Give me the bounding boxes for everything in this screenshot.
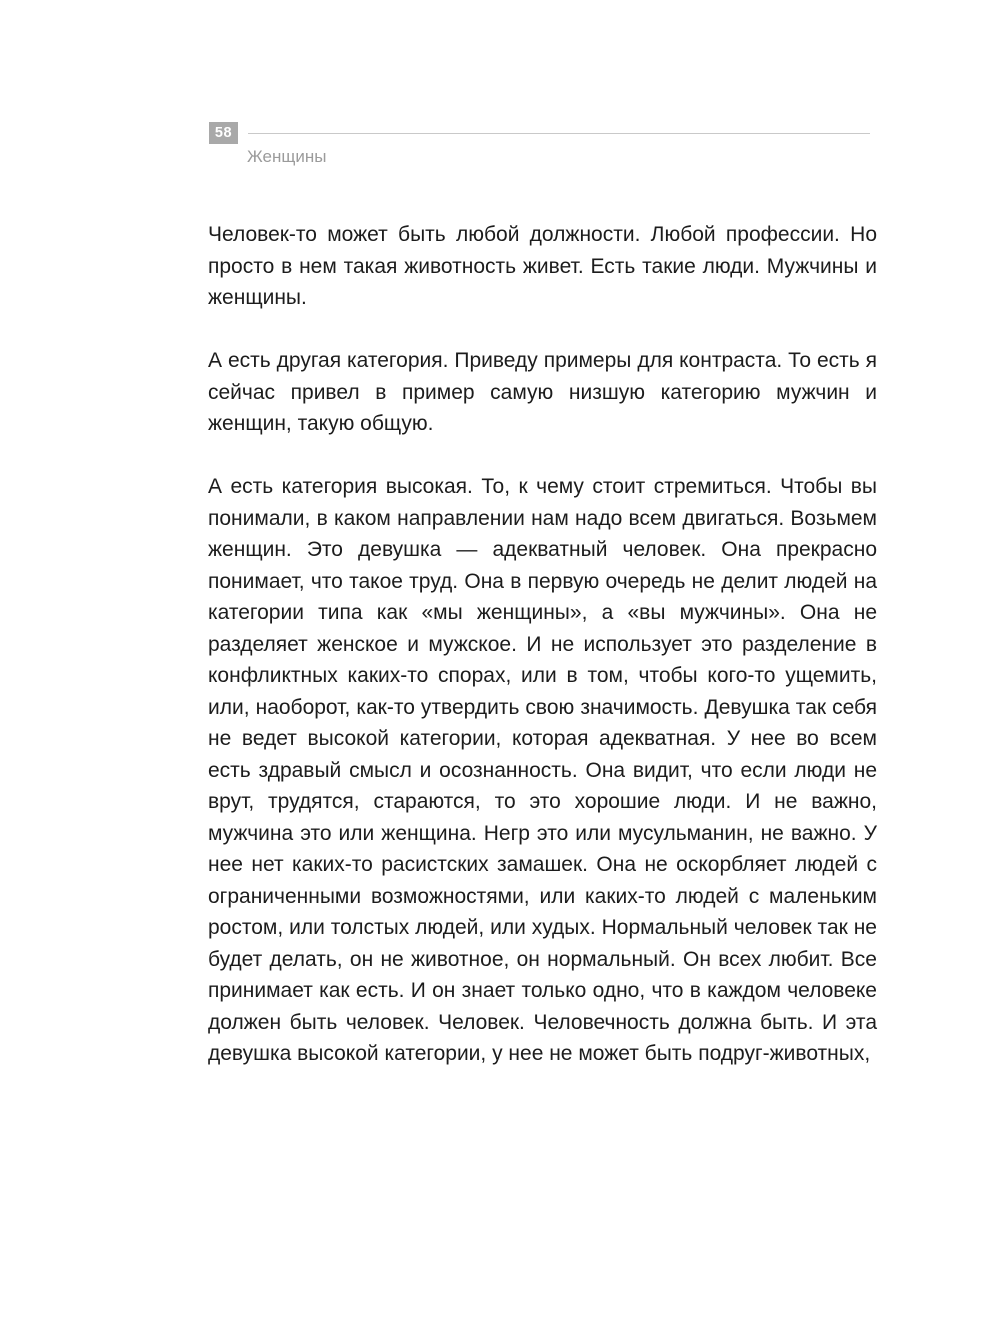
paragraph-2: А есть другая категория. Приведу примеры для контраста. То есть я сейчас привел в пример самую низшую категорию мужчин и женщин, такую общую. — [208, 349, 877, 435]
page-header — [209, 122, 870, 167]
paragraph-1: Человек-то может быть любой должности. Любой профессии. Но просто в нем такая животность живет. Есть такие люди. Мужчины и женщины. — [208, 223, 877, 309]
running-title: Женщины — [247, 147, 327, 166]
header-rule — [248, 133, 870, 134]
header-row — [209, 122, 870, 144]
paragraph-3: А есть категория высокая. То, к чему стоит стремиться. Чтобы вы понимали, в каком направлении нам надо всем двигаться. Возьмем женщин. Это девушка — адекватный человек. Она прекрасно понимает, что такое труд. Она в первую очередь не делит людей на категории типа как «мы женщины», а «вы мужчины». Она не разделяет женское и мужское. И не использует это разделение в конфликтных каких-то спорах, или в том, чтобы кого-то ущемить, или, наоборот, как-то утвердить свою значимость. Девушка так себя не ведет высокой категории, которая адекватная. У нее во всем есть здравый смысл и осознанность. Она видит, что если люди не врут, трудятся, стараются, то это хорошие люди. И не важно, мужчина это или женщина. Негр это или мусульманин, не важно. У нее нет каких-то расистских замашек. Она не оскорбляет людей с ограниченными возможностями, или каких-то людей с маленьким ростом, или толстых людей, или худых. Нормальный человек так не будет делать, он не животное, он нормальный. Он всех любит. Все принимает как есть. И он знает только одно, что в каждом человеке должен быть человек. Человек. Человечность должна быть. И эта девушка высокой категории, у нее не может быть подруг-животных, — [208, 475, 877, 1065]
page-number: 58 — [209, 122, 238, 144]
page-body — [208, 219, 877, 1070]
